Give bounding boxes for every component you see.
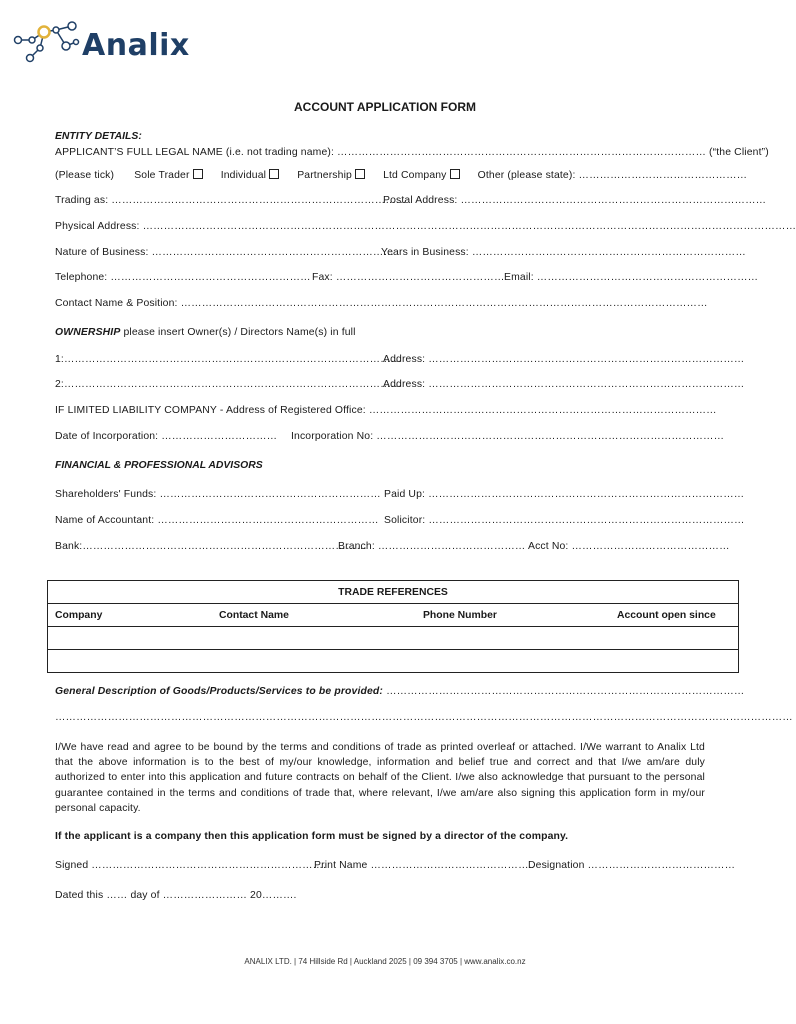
column-header: Account open since — [610, 604, 739, 627]
owner-2-field[interactable]: 2:…………………………………………………………………………………… — [55, 379, 402, 390]
designation-field[interactable]: Designation …………………………………… — [528, 860, 736, 871]
table-cell[interactable] — [48, 650, 739, 673]
option-individual[interactable]: Individual — [221, 170, 279, 181]
paid-up-field[interactable]: Paid Up: ……………………………………………………………………………… — [384, 489, 745, 500]
ownership-title: OWNERSHIP — [55, 327, 121, 338]
date-of-incorporation-field[interactable]: Date of Incorporation: …………………………… — [55, 431, 278, 442]
branch-field[interactable]: Branch: …………………………………… — [338, 541, 526, 552]
accountant-field[interactable]: Name of Accountant: ……………………………………………………… — [55, 515, 379, 526]
years-in-business-field[interactable]: Years in Business: …………………………………………………………………… — [381, 247, 746, 258]
goods-description-field[interactable]: ………………………………………………………………………………………… — [386, 686, 745, 697]
option-ltd-company[interactable]: Ltd Company — [383, 170, 459, 181]
option-partnership[interactable]: Partnership — [297, 170, 365, 181]
contact-name-field[interactable]: Contact Name & Position: …………………………………………………………………………………………………………………………………… — [55, 298, 708, 309]
table-header-row — [48, 604, 739, 627]
acct-no-field[interactable]: Acct No: ……………………………………… — [528, 541, 730, 552]
molecule-network-icon — [12, 18, 92, 70]
trade-references-title: TRADE REFERENCES — [48, 581, 739, 604]
company-signing-notice: If the applicant is a company then this application form must be signed by a director of the company. — [55, 831, 569, 842]
form-title: ACCOUNT APPLICATION FORM — [294, 100, 476, 114]
logo-text: Analix — [82, 28, 190, 63]
column-header: Company — [48, 604, 213, 627]
table-row[interactable] — [48, 650, 739, 673]
postal-address-field[interactable]: Postal Address: …………………………………………………………………………… — [383, 195, 767, 206]
incorporation-no-field[interactable]: Incorporation No: ……………………………………………………………………………………… — [291, 431, 725, 442]
fax-field[interactable]: Fax: ………………………………………… — [312, 272, 505, 283]
shareholders-funds-field[interactable]: Shareholders' Funds: ……………………………………………………… — [55, 489, 381, 500]
bank-field[interactable]: Bank:……………………………………………………………………… — [55, 541, 367, 552]
option-sole-trader[interactable]: Sole Trader — [134, 170, 202, 181]
entity-type-row — [55, 169, 747, 181]
ownership-heading — [55, 327, 356, 338]
table-cell[interactable] — [48, 627, 739, 650]
trading-as-field[interactable]: Trading as: ………………………………………………………………………… — [55, 195, 407, 206]
signed-field[interactable]: Signed …………………………………………………………. — [55, 860, 327, 871]
goods-description-label: General Description of Goods/Products/Services to be provided: — [55, 686, 384, 697]
column-header: Contact Name — [212, 604, 416, 627]
footer-text: ANALIX LTD. | 74 Hillside Rd | Auckland 2025 | 09 394 3705 | www.analix.co.nz — [244, 957, 526, 966]
email-field[interactable]: Email: ……………………………………………………… — [504, 272, 759, 283]
owner-1-address-field[interactable]: Address: ……………………………………………………………………………… — [383, 354, 745, 365]
physical-address-field[interactable]: Physical Address: …………………………………………………………………………………………………………………………………………………………………… — [55, 221, 796, 232]
ownership-subtitle: please insert Owner(s) / Directors Name(s) in full — [123, 327, 356, 338]
owner-1-field[interactable]: 1:…………………………………………………………………………………… — [55, 354, 402, 365]
nature-of-business-field[interactable]: Nature of Business: …………………………………………………………… — [55, 247, 394, 258]
column-header: Phone Number — [416, 604, 610, 627]
legal-name-field[interactable]: APPLICANT’S FULL LEGAL NAME (i.e. not trading name): …………………………………………………………………………………………… (“the Client”) — [55, 147, 769, 158]
solicitor-field[interactable]: Solicitor: ……………………………………………………………………………… — [384, 515, 745, 526]
declaration-paragraph: I/We have read and agree to be bound by the terms and conditions of trade as printed overleaf or attached. I/We warrant to Analix Ltd that the above information is to the best of my/our knowledge, information and belief true and correct and that I/we am/are duly authorized to enter into this application and future contracts on behalf of the Client. I/we also acknowledge that pursuant to the personal guarantee contained in the terms and conditions of trade that, where relevant, I/we am/are also signing this application form in my/our personal capacity. — [55, 742, 705, 814]
telephone-field[interactable]: Telephone: ………………………………………………… — [55, 272, 311, 283]
goods-description-row — [55, 686, 745, 697]
please-tick-label: (Please tick) — [55, 170, 115, 181]
other-field[interactable]: Other (please state): ………………………………………… — [477, 170, 748, 181]
checkbox-icon[interactable] — [355, 169, 365, 179]
checkbox-icon[interactable] — [193, 169, 203, 179]
registered-office-field[interactable]: IF LIMITED LIABILITY COMPANY - Address of Registered Office: ……………………………………………………………………………………… — [55, 405, 717, 416]
checkbox-icon[interactable] — [450, 169, 460, 179]
financial-heading: FINANCIAL & PROFESSIONAL ADVISORS — [55, 460, 263, 471]
print-name-field[interactable]: Print Name ………………………………………. — [314, 860, 532, 871]
owner-2-address-field[interactable]: Address: ……………………………………………………………………………… — [383, 379, 745, 390]
company-logo — [12, 18, 192, 70]
goods-description-line-2[interactable]: ………………………………………………………………………………………………………………………………………………………………………………………… — [55, 712, 793, 723]
trade-references-table — [47, 580, 739, 673]
table-row[interactable] — [48, 627, 739, 650]
entity-details-heading: ENTITY DETAILS: — [55, 131, 142, 142]
dated-field[interactable]: Dated this …… day of …………………… 20………. — [55, 890, 297, 901]
checkbox-icon[interactable] — [269, 169, 279, 179]
